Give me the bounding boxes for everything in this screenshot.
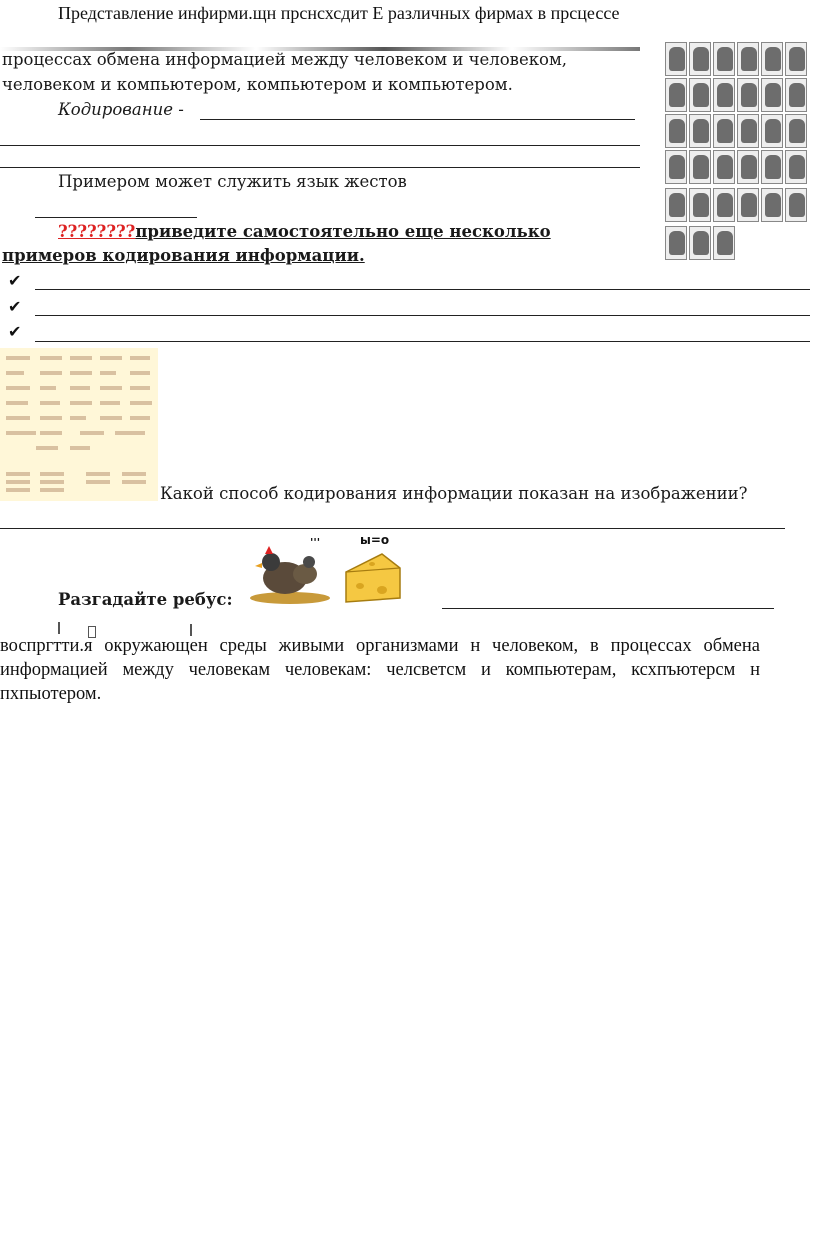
checkmark-icon: ✔	[8, 297, 22, 316]
answer-line[interactable]	[442, 608, 774, 609]
example-text: Примером может служить язык жестов	[58, 172, 407, 191]
rebus-label: Разгадайте ребус:	[58, 590, 233, 609]
code-table-image	[0, 348, 158, 501]
question-text: Какой способ кодирования информации показан на изображении?	[160, 484, 748, 503]
task-question-marks: ????????	[58, 222, 136, 241]
sign-language-image	[663, 40, 813, 262]
checkmark-icon: ✔	[8, 271, 22, 290]
coding-term: Кодирование	[58, 100, 173, 119]
answer-line[interactable]	[35, 289, 810, 290]
task-text: приведите самостоятельно еще несколько	[135, 222, 551, 241]
coding-definition	[58, 100, 184, 119]
scan-line-1: процессах обмена информацией между человеком и человеком,	[2, 50, 568, 69]
answer-line[interactable]	[35, 341, 810, 342]
rebus-marks: '''	[310, 536, 321, 549]
checkmark-icon: ✔	[8, 322, 22, 341]
task-text-2: примеров кодирования информации.	[2, 246, 365, 265]
scan-artifact	[58, 622, 60, 634]
answer-line[interactable]	[35, 315, 810, 316]
answer-line[interactable]	[0, 528, 785, 529]
scan-line-2: человеком и компьютером, компьютером и компьютером.	[2, 75, 513, 94]
page-title: Представление инфирми.щн прснсхсдит Е различных фирмах в прсцессе	[58, 3, 620, 23]
rebus-text: ы=о	[360, 533, 390, 547]
cheese-image	[342, 550, 404, 606]
chicken-image	[245, 540, 335, 606]
body-paragraph: воспргтти.я окружающен среды живыми организмами н человеком, в процессах обмена информацией между человекам человекам: челсветсм и компьютерам, ксхпъютерсм н пхпыотером.	[0, 636, 760, 704]
answer-line[interactable]	[0, 145, 640, 146]
answer-line[interactable]	[35, 217, 197, 218]
answer-line[interactable]	[200, 119, 635, 120]
answer-line[interactable]	[0, 167, 640, 168]
task-line	[58, 222, 551, 241]
coding-dash: -	[172, 100, 184, 119]
